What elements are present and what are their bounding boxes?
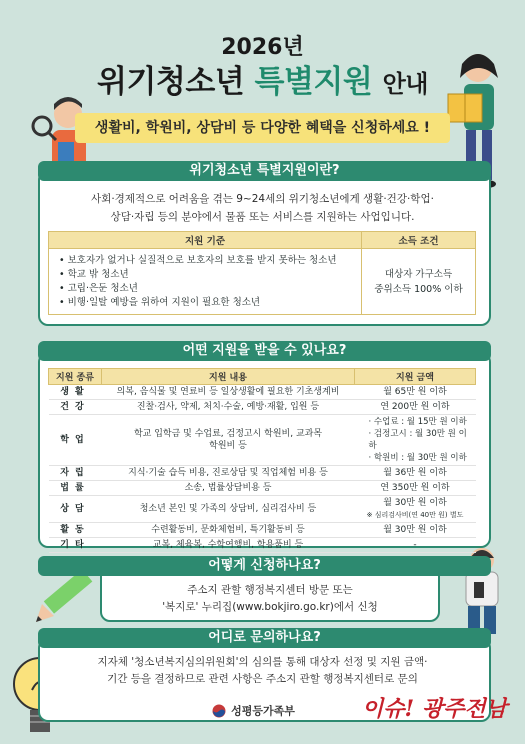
section2-heading: 어떤 지원을 받을 수 있나요? [38, 341, 491, 361]
year-label: 2026년 [221, 35, 304, 60]
page-title [0, 56, 525, 101]
section3-heading: 어떻게 신청하나요? [38, 556, 491, 576]
section4-heading: 어디로 문의하나요? [38, 628, 491, 648]
ministry-logo [212, 700, 295, 718]
apply-text: 주소지 관할 행정복지센터 방문 또는 '복지로' 누리집(www.bokjiro.go.kr)에서 신청 [162, 584, 378, 613]
intro-line-1: 사회·경제적으로 어려움을 겪는 9~24세의 위기청소년에게 생활·건강·학업· [91, 193, 434, 205]
intro-line-2: 상담·자립 등의 분야에서 물품 또는 서비스를 지원하는 사업입니다. [110, 211, 415, 223]
table-row: 법률 소송, 법률상담비용 등 연 350만 원 이하 [49, 481, 476, 496]
eligibility-table [48, 231, 476, 315]
brand-logo: 이슈! 광주전남 [362, 696, 507, 722]
criteria-item: • 학교 밖 청소년 [59, 268, 129, 280]
table-row: 자립 지식·기술 습득 비용, 진로상담 및 직업체험 비용 등 월 36만 원 이하 [49, 466, 476, 481]
criteria-item: • 보호자가 없거나 실질적으로 보호자의 보호를 받지 못하는 청소년 [59, 254, 337, 266]
benefits-banner: 생활비, 학원비, 상담비 등 다양한 혜택을 신청하세요 ! [75, 113, 450, 143]
ministry-emblem-icon [212, 704, 226, 718]
criteria-item: • 비행·일탈 예방을 위하여 지원이 필요한 청소년 [59, 296, 261, 308]
title-part2: 안내 [382, 70, 428, 98]
table-row: 건강 진찰·검사, 약제, 처치·수술, 예방·재활, 입원 등 연 200만 원 이하 [49, 400, 476, 415]
student-with-phone-illustration [448, 540, 516, 640]
table-row: 기타 교복, 체육복, 수학여행비, 학용품비 등 - [49, 538, 476, 553]
col-income: 소득 조건 [362, 232, 476, 249]
ministry-name: 성평등가족부 [231, 704, 295, 718]
col-type: 지원 종류 [49, 369, 102, 385]
table-row: 학업 학교 입학금 및 수업료, 검정고시 학원비, 교과목 학원비 등 · 수업료 : 월 15만 원 이하 · 검정고시 : 월 30만 원 이하 · 학원비 : 월 30만 원 이하 [49, 415, 476, 466]
criteria-item: • 고립·은둔 청소년 [59, 282, 138, 294]
inquiry-text: 지자체 '청소년복지심의위원회'의 심의를 통해 대상자 선정 및 지원 금액· 기간 등을 결정하므로 관련 사항은 주소지 관할 행정복지센터로 문의 [97, 656, 428, 685]
col-criteria: 지원 기준 [49, 232, 362, 249]
table-row: 생활 의복, 음식물 및 연료비 등 일상생활에 필요한 기초생계비 월 65만 원 이하 [49, 385, 476, 400]
col-content: 지원 내용 [102, 369, 355, 385]
income-condition: 대상자 가구소득 중위소득 100% 이하 [362, 249, 476, 315]
support-table [48, 368, 476, 553]
title-highlight: 특별지원 [254, 64, 373, 100]
col-amount: 지원 금액 [355, 369, 476, 385]
table-row: 상담 청소년 본인 및 가족의 상담비, 심리검사비 등 월 30만 원 이하 ※ 심리검사비(연 40만 원) 별도 [49, 496, 476, 523]
table-row: 활동 수련활동비, 문화체험비, 특기활동비 등 월 30만 원 이하 [49, 523, 476, 538]
title-part1: 위기청소년 [97, 64, 245, 100]
section1-heading: 위기청소년 특별지원이란? [38, 161, 491, 181]
section1-intro [30, 190, 495, 226]
criteria-list [49, 249, 362, 315]
